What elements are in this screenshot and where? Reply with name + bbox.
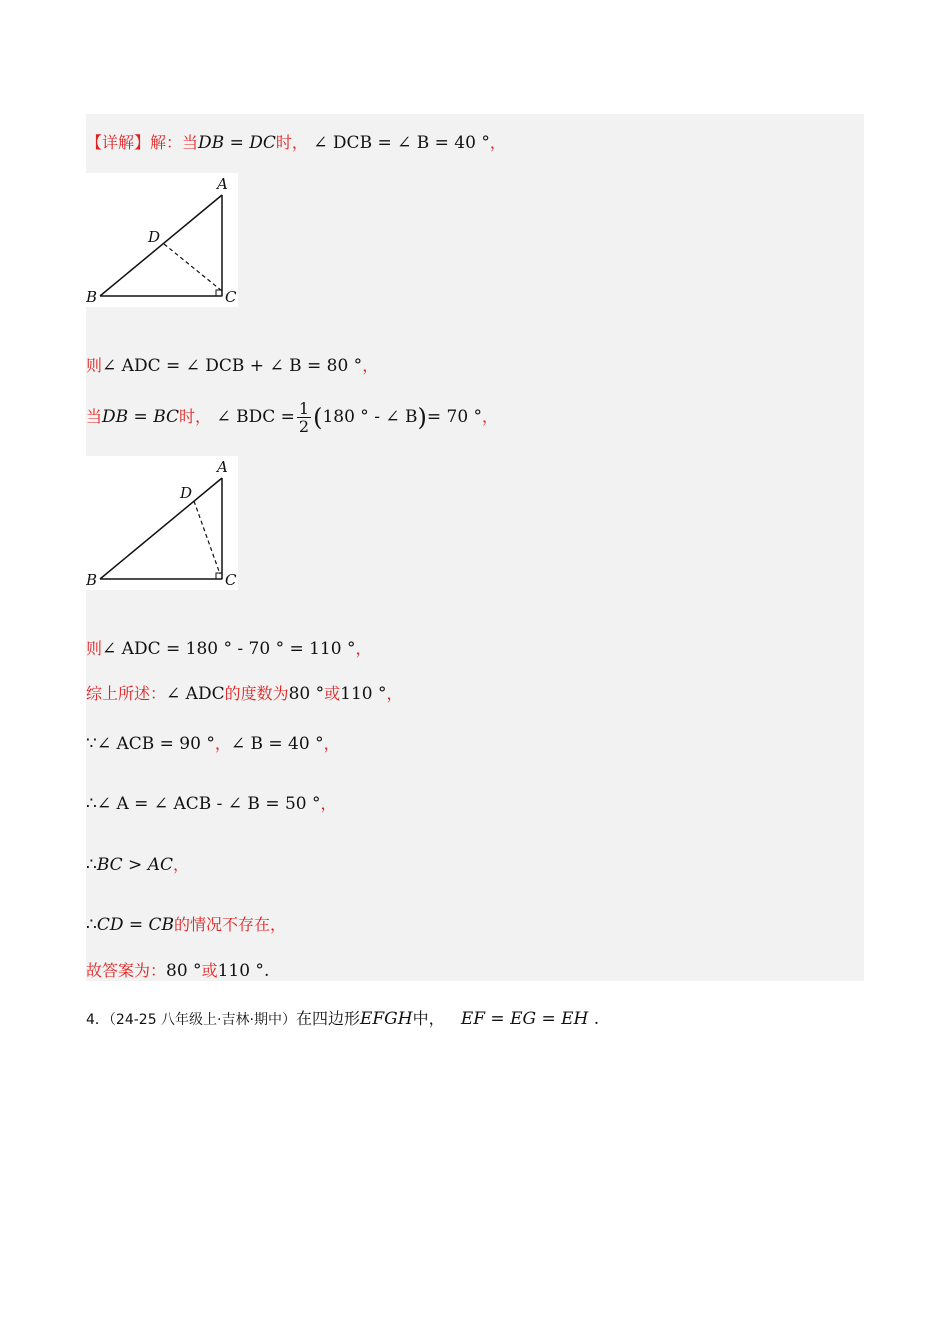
question-4: 4．（24-25 八年级上·吉林·期中）在四边形EFGH中， EF = EG = EH . — [86, 1009, 600, 1029]
segment-dc-dashed — [194, 501, 220, 574]
condition-db-dc: DB = DC — [198, 133, 276, 153]
detail-line-2: 则∠ ADC = ∠ DCB + ∠ B = 80 °， — [86, 356, 379, 376]
segment-dc-dashed — [164, 244, 222, 291]
label-b: B — [86, 571, 98, 589]
equation-adc-80: ∠ ADC = ∠ DCB + ∠ B = 80 ° — [102, 356, 363, 376]
condition-db-bc: DB = BC — [102, 407, 180, 427]
detail-line-9: ∴CD = CB的情况不存在， — [86, 915, 287, 935]
question-source: （24-25 八年级上·吉林·期中） — [108, 1012, 296, 1028]
therefore-symbol: ∴ — [86, 855, 97, 875]
therefore-symbol: ∴ — [86, 915, 97, 935]
answer-line: 故答案为：80 °或110 °. — [86, 961, 270, 981]
detail-line-3: 当DB = BC时， ∠ BDC = $\frac{1}{2}$ (180 ° - ∠ B)= 70 °， — [86, 399, 499, 436]
equation-dcb: ∠ DCB = ∠ B = 40 ° — [313, 133, 490, 153]
triangle-figure-1 — [86, 173, 238, 307]
detail-tag: 【详解】 — [86, 133, 151, 152]
question-condition: EF = EG = EH — [460, 1009, 589, 1029]
equation-adc-110: ∠ ADC = 180 ° - 70 ° = 110 ° — [102, 639, 356, 659]
detail-line-1: 【详解】解：当DB = DC时， ∠ DCB = ∠ B = 40 °， — [86, 133, 506, 153]
detail-line-4: 则∠ ADC = 180 ° - 70 ° = 110 °， — [86, 639, 372, 659]
label-c: C — [225, 571, 237, 589]
fraction-one-half: $\frac{1}{2}$ — [298, 399, 310, 436]
label-a: A — [217, 175, 228, 193]
because-symbol: ∵ — [86, 734, 97, 754]
label-d: D — [148, 228, 161, 246]
right-angle-mark — [216, 573, 222, 579]
segment-ab — [100, 195, 222, 296]
detail-line-8: ∴BC > AC， — [86, 855, 189, 875]
label-d: D — [180, 484, 193, 502]
label-b: B — [86, 288, 98, 306]
detail-line-7: ∴∠ A = ∠ ACB - ∠ B = 50 °， — [86, 794, 337, 814]
detail-line-6: ∵∠ ACB = 90 °，∠ B = 40 °， — [86, 734, 340, 754]
label-a: A — [217, 458, 228, 476]
label-c: C — [225, 288, 237, 306]
question-number: 4． — [86, 1012, 109, 1028]
detail-line-5: 综上所述：∠ ADC的度数为80 °或110 °， — [86, 684, 403, 704]
therefore-symbol: ∴ — [86, 794, 97, 814]
triangle-figure-2 — [86, 456, 238, 590]
